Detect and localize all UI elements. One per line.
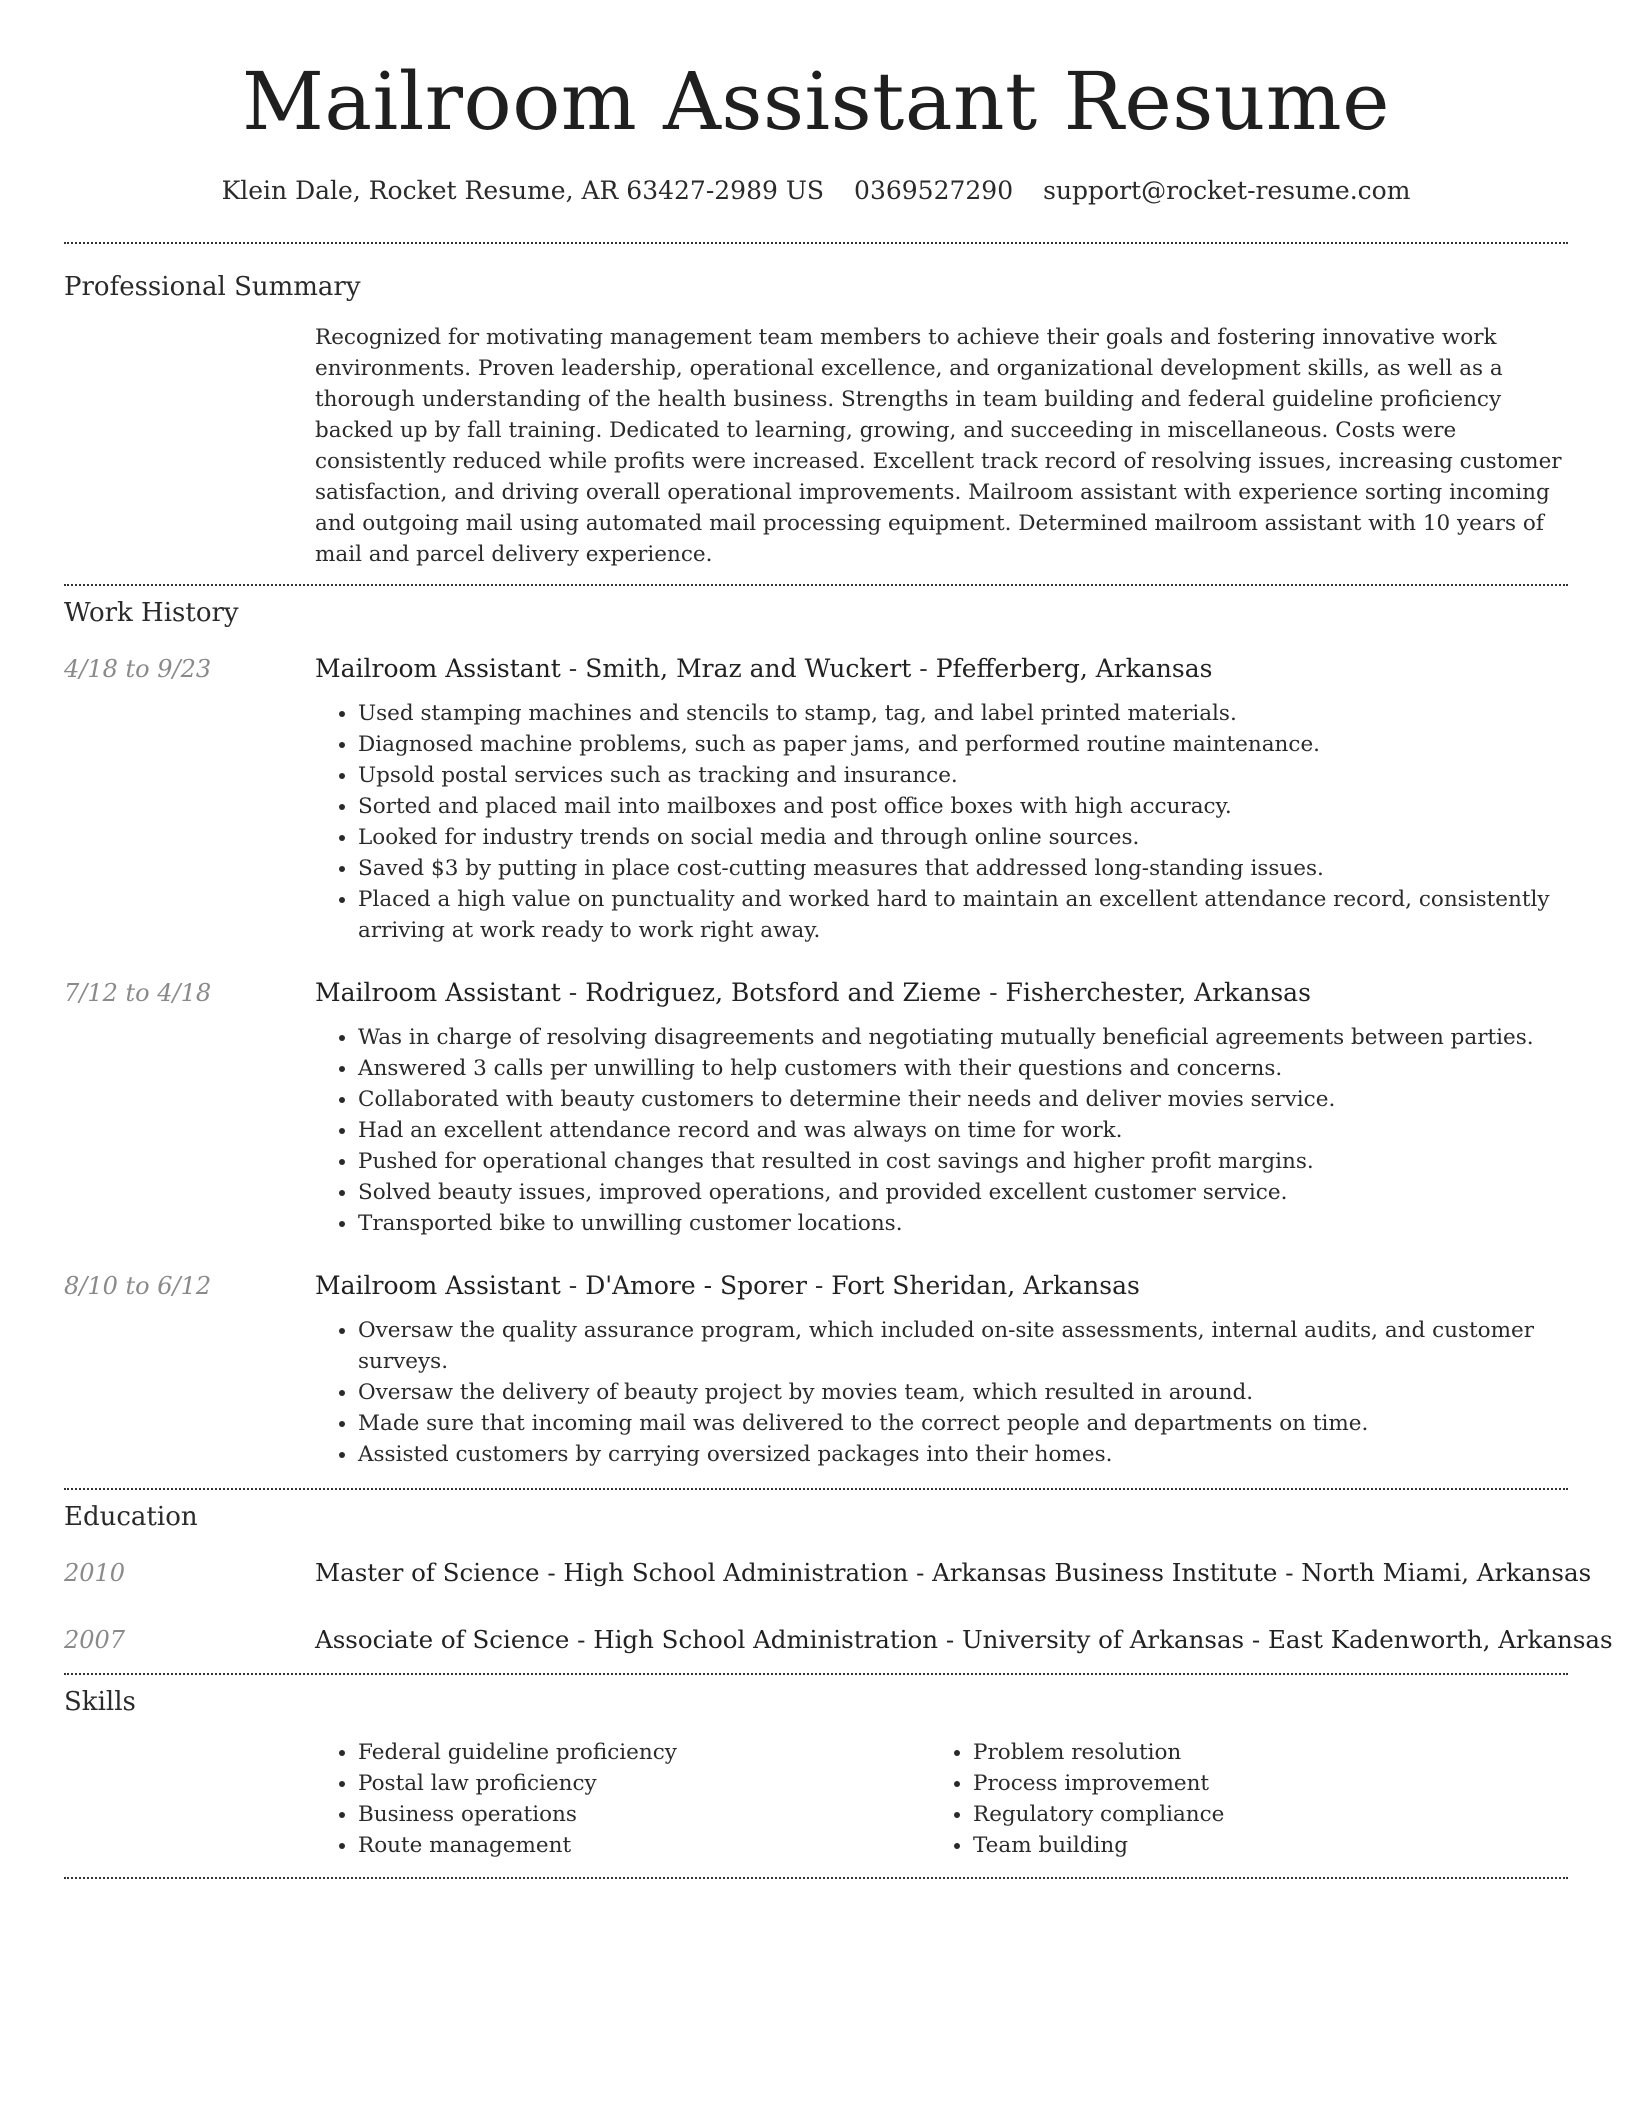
work-history-section bbox=[64, 586, 1568, 1488]
summary-text: Recognized for motivating management team members to achieve their goals and fostering innovative work environments. Proven leadership, operational excellence, and organizational development skills, as well as a thorough understanding of the health business. Strengths in team building and federal guideline proficiency backed up by fall training. Dedicated to learning, growing, and succeeding in miscellaneous. Costs were consistently reduced while profits were increased. Excellent track record of resolving issues, increasing customer satisfaction, and driving overall operational improvements. Mailroom assistant with experience sorting incoming and outgoing mail using automated mail processing equipment. Determined mailroom assistant with 10 years of mail and parcel delivery experience. bbox=[315, 325, 1562, 567]
job-bullets bbox=[315, 1022, 1568, 1239]
education-degree: Associate of Science bbox=[315, 1625, 570, 1654]
job-dates: 7/12 to 4/18 bbox=[64, 979, 212, 1007]
list-item: • Solved beauty issues, improved operations, and provided excellent customer service. bbox=[358, 1177, 1568, 1208]
list-item: • Upsold postal services such as tracking and insurance. bbox=[358, 760, 1568, 791]
skill-item: • Team building bbox=[973, 1830, 1568, 1861]
education-heading: Education bbox=[64, 1502, 198, 1532]
skill-item: • Regulatory compliance bbox=[973, 1799, 1568, 1830]
list-item: • Used stamping machines and stencils to stamp, tag, and label printed materials. bbox=[358, 698, 1568, 729]
education-year: 2007 bbox=[64, 1626, 126, 1654]
skill-item: • Route management bbox=[358, 1830, 930, 1861]
job-location: Fort Sheridan, Arkansas bbox=[831, 1271, 1140, 1300]
job-employer: D'Amore - Sporer bbox=[585, 1271, 807, 1300]
list-item: • Diagnosed machine problems, such as paper jams, and performed routine maintenance. bbox=[358, 729, 1568, 760]
list-item: • Oversaw the delivery of beauty project by movies team, which resulted in around. bbox=[358, 1377, 1568, 1408]
job-employer: Rodriguez, Botsford and Zieme bbox=[585, 978, 982, 1007]
list-item: • Saved $3 by putting in place cost-cutting measures that addressed long-standing issues. bbox=[358, 853, 1568, 884]
skills-left-spacer bbox=[64, 1737, 315, 1861]
job-title: Mailroom Assistant - Smith, Mraz and Wuckert - Pfefferberg, Arkansas bbox=[315, 654, 1213, 683]
job-title: Mailroom Assistant - D'Amore - Sporer - Fort Sheridan, Arkansas bbox=[315, 1271, 1140, 1300]
list-item: • Looked for industry trends on social media and through online sources. bbox=[358, 822, 1568, 853]
job-employer: Smith, Mraz and Wuckert bbox=[585, 654, 912, 683]
skills-section bbox=[64, 1675, 1568, 1877]
list-item: • Pushed for operational changes that resulted in cost savings and higher profit margins. bbox=[358, 1146, 1568, 1177]
list-item: • Made sure that incoming mail was delivered to the correct people and departments on time. bbox=[358, 1408, 1568, 1439]
job-role: Mailroom Assistant bbox=[315, 654, 561, 683]
summary-left-spacer bbox=[64, 322, 315, 570]
education-details: Associate of Science - High School Administration - University of Arkansas - East Kadenworth, Arkansas bbox=[315, 1625, 1613, 1654]
education-section bbox=[64, 1490, 1613, 1673]
job-location: Fisherchester, Arkansas bbox=[1005, 978, 1311, 1007]
contact-email: support@rocket-resume.com bbox=[1043, 176, 1411, 205]
work-history-heading: Work History bbox=[64, 598, 239, 628]
list-item: • Had an excellent attendance record and was always on time for work. bbox=[358, 1115, 1568, 1146]
skills-list bbox=[315, 1737, 930, 1861]
education-details: Master of Science - High School Administration - Arkansas Business Institute - North Miami, Arkansas bbox=[315, 1558, 1592, 1587]
skills-list bbox=[930, 1737, 1568, 1861]
list-item: • Oversaw the quality assurance program, which included on-site assessments, internal audits, and customer surveys. bbox=[358, 1315, 1568, 1377]
contact-phone: 0369527290 bbox=[854, 176, 1014, 205]
skill-item: • Process improvement bbox=[973, 1768, 1568, 1799]
list-item: • Answered 3 calls per unwilling to help customers with their questions and concerns. bbox=[358, 1053, 1568, 1084]
list-item: • Collaborated with beauty customers to determine their needs and deliver movies service. bbox=[358, 1084, 1568, 1115]
education-field: High School Administration bbox=[563, 1558, 909, 1587]
skills-heading: Skills bbox=[64, 1687, 136, 1717]
list-item: • Transported bike to unwilling customer locations. bbox=[358, 1208, 1568, 1239]
list-item: • Was in charge of resolving disagreements and negotiating mutually beneficial agreements between parties. bbox=[358, 1022, 1568, 1053]
education-location: East Kadenworth, Arkansas bbox=[1268, 1625, 1613, 1654]
job-role: Mailroom Assistant bbox=[315, 1271, 561, 1300]
list-item: • Placed a high value on punctuality and worked hard to maintain an excellent attendance record, consistently arriving at work ready to work right away. bbox=[358, 884, 1568, 946]
summary-heading: Professional Summary bbox=[64, 272, 361, 302]
education-entry bbox=[64, 1556, 1592, 1590]
job-entry bbox=[64, 976, 1568, 1239]
job-bullets bbox=[315, 1315, 1568, 1470]
summary-section bbox=[64, 244, 1568, 584]
job-bullets bbox=[315, 698, 1568, 946]
skill-item: • Business operations bbox=[358, 1799, 930, 1830]
job-dates: 8/10 to 6/12 bbox=[64, 1272, 212, 1300]
contact-line bbox=[64, 174, 1568, 208]
education-year: 2010 bbox=[64, 1559, 126, 1587]
skills-grid bbox=[315, 1737, 1568, 1861]
skill-item: • Federal guideline proficiency bbox=[358, 1737, 930, 1768]
job-role: Mailroom Assistant bbox=[315, 978, 561, 1007]
education-degree: Master of Science bbox=[315, 1558, 540, 1587]
job-entry bbox=[64, 1269, 1568, 1488]
job-dates: 4/18 to 9/23 bbox=[64, 655, 212, 683]
job-title: Mailroom Assistant - Rodriguez, Botsford and Zieme - Fisherchester, Arkansas bbox=[315, 978, 1311, 1007]
list-item: • Sorted and placed mail into mailboxes and post office boxes with high accuracy. bbox=[358, 791, 1568, 822]
job-entry bbox=[64, 652, 1568, 946]
contact-address: Klein Dale, Rocket Resume, AR 63427-2989 US bbox=[221, 176, 825, 205]
resume-title: Mailroom Assistant Resume bbox=[242, 55, 1390, 148]
section-divider bbox=[64, 1877, 1568, 1879]
skill-item: • Postal law proficiency bbox=[358, 1768, 930, 1799]
education-school: University of Arkansas bbox=[961, 1625, 1245, 1654]
education-field: High School Administration bbox=[593, 1625, 939, 1654]
skill-item: • Problem resolution bbox=[973, 1737, 1568, 1768]
list-item: • Assisted customers by carrying oversized packages into their homes. bbox=[358, 1439, 1568, 1470]
education-school: Arkansas Business Institute bbox=[932, 1558, 1278, 1587]
education-entry bbox=[64, 1623, 1613, 1673]
job-location: Pfefferberg, Arkansas bbox=[935, 654, 1213, 683]
resume-header bbox=[64, 0, 1568, 208]
education-location: North Miami, Arkansas bbox=[1301, 1558, 1592, 1587]
